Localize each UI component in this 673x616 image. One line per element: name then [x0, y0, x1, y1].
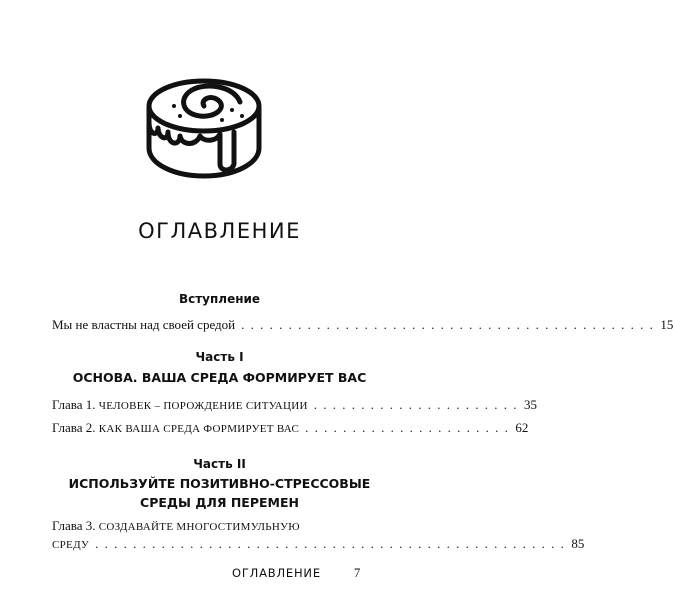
part-1-label: Часть I — [195, 350, 244, 364]
cinnamon-roll-icon — [142, 72, 272, 190]
chapter-title: СОЗДАВАЙТЕ МНОГОСТИМУЛЬНУЮ — [98, 521, 300, 533]
toc-entry-chapter-1[interactable] — [52, 397, 537, 413]
chapter-title: КАК ВАША СРЕДА ФОРМИРУЕТ ВАС — [98, 423, 300, 435]
chapter-prefix: Глава 3. — [52, 518, 96, 533]
chapter-title-continued: СРЕДУ — [52, 539, 90, 551]
toc-entry-chapter-3-line-1[interactable] — [52, 518, 387, 534]
part-2-title-line-2: СРЕДЫ ДЛЯ ПЕРЕМЕН — [140, 495, 299, 510]
toc-entry-chapter-3-line-2[interactable] — [52, 536, 585, 552]
entry-page: 62 — [515, 420, 529, 435]
toc-entry-chapter-2[interactable] — [52, 420, 529, 436]
entry-page: 15 — [660, 317, 673, 332]
toc-entry-intro[interactable] — [52, 317, 673, 333]
part-2-title-line-1: ИСПОЛЬЗУЙТЕ ПОЗИТИВНО-СТРЕССОВЫЕ — [68, 476, 371, 491]
running-title: ОГЛАВЛЕНИЕ — [232, 566, 321, 580]
entry-page: 85 — [571, 536, 585, 551]
leader-dots: . . . . . . . . . . . . . . . . . . . . . . . . . . . . . . . . . . . . . . . . . . . . . . . . . . — [95, 536, 566, 551]
part-1-title: ОСНОВА. ВАША СРЕДА ФОРМИРУЕТ ВАС — [72, 370, 367, 385]
intro-heading: Вступление — [178, 292, 261, 306]
chapter-prefix: Глава 2. — [52, 420, 96, 435]
part-2-label: Часть II — [193, 457, 246, 471]
entry-label: Мы не властны над своей средой — [52, 317, 236, 332]
chapter-prefix: Глава 1. — [52, 397, 96, 412]
chapter-title: ЧЕЛОВЕК – ПОРОЖДЕНИЕ СИТУАЦИИ — [98, 400, 308, 412]
leader-dots: . . . . . . . . . . . . . . . . . . . . . . — [313, 397, 518, 412]
leader-dots: . . . . . . . . . . . . . . . . . . . . . . — [305, 420, 510, 435]
leader-dots: . . . . . . . . . . . . . . . . . . . . . . . . . . . . . . . . . . . . . . . . . . . . — [241, 317, 655, 332]
entry-page: 35 — [523, 397, 537, 412]
page-title: ОГЛАВЛЕНИЕ — [138, 219, 301, 243]
page-number: 7 — [354, 566, 361, 580]
